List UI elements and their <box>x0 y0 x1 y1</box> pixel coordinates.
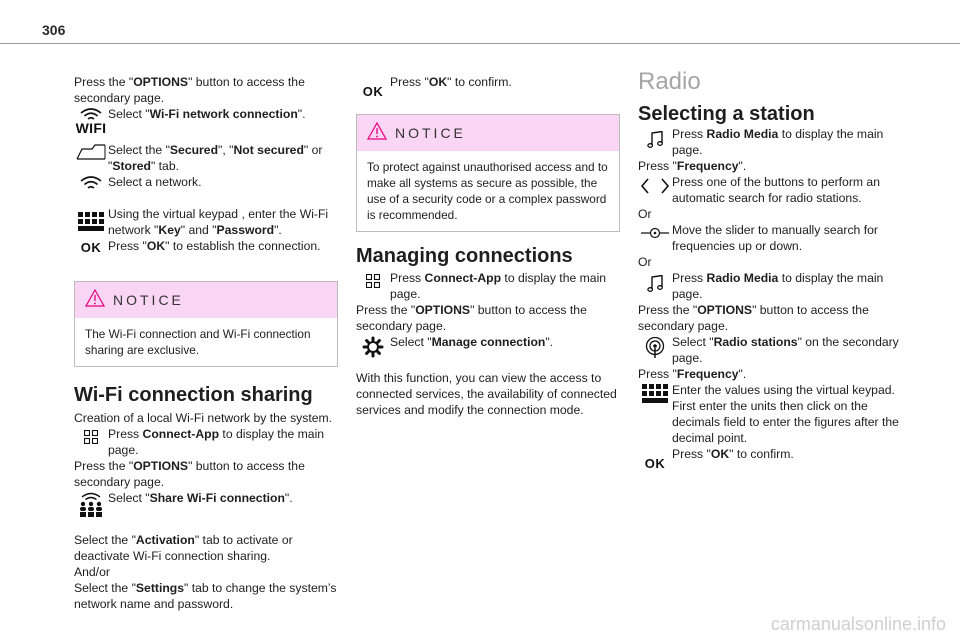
column-2 <box>356 74 620 418</box>
paragraph: And/or <box>74 565 110 579</box>
step-press-ok: OK Press "OK" to confirm. <box>644 447 794 471</box>
ok-icon: OK <box>362 84 384 99</box>
step-auto-search: Press one of the buttons to perform an automatic search for radio stations. <box>638 174 910 206</box>
apps-grid-icon <box>356 270 390 288</box>
notice-text: To protect against unauthorised access and to make all systems as secure as possible, the use of a security code or a complex password is recommended. <box>367 160 608 222</box>
step-slider: Move the slider to manually search for frequencies up or down. <box>638 222 910 254</box>
section-heading: Wi-Fi connection sharing <box>74 384 313 406</box>
page-number: 306 <box>42 22 66 38</box>
chapter-title: Radio <box>638 68 701 95</box>
paragraph: Press "Frequency". <box>638 159 747 173</box>
wifi-icon: WIFI <box>74 106 108 136</box>
music-note-icon <box>638 126 672 149</box>
notice-box <box>74 281 338 367</box>
step-connect-app: Press Connect-App to display the main page. <box>356 270 620 302</box>
step-radio-stations: Select "Radio stations" on the secondary page. <box>638 334 910 366</box>
ok-icon: OK <box>80 240 102 255</box>
notice-text: The Wi-Fi connection and Wi-Fi connection sharing are exclusive. <box>85 327 311 357</box>
radio-station-icon <box>638 334 672 359</box>
notice-title: NOTICE <box>113 292 184 308</box>
paragraph: With this function, you can view the access to connected services, the availability of connected services and modify the connection mode. <box>356 371 617 417</box>
notice-header <box>357 115 619 151</box>
warning-icon <box>367 122 387 144</box>
header-rule <box>0 43 960 44</box>
ok-icon: OK <box>644 456 666 471</box>
step-select-network: Select a network. <box>74 174 338 190</box>
watermark: carmanualsonline.info <box>770 614 946 634</box>
notice-header <box>75 282 337 318</box>
step-wifi-connection: WIFI Select "Wi-Fi network connection". <box>75 107 306 136</box>
step-virtual-keypad: Enter the values using the virtual keypad. First enter the units then click on the decimals field to enter the figures after the decimal point. <box>638 382 910 446</box>
paragraph: Press the "OPTIONS" button to access the secondary page. <box>74 75 305 105</box>
notice-box <box>356 114 620 232</box>
section-heading: Managing connections <box>356 245 573 267</box>
wifi-icon <box>74 174 108 190</box>
column-1 <box>74 74 338 612</box>
step-virtual-keypad: Using the virtual keypad , enter the Wi-Fi network "Key" and "Password". <box>74 206 338 238</box>
step-radio-media: Press Radio Media to display the main page. <box>638 126 910 158</box>
chevron-left-right-icon <box>638 174 672 194</box>
tab-icon <box>74 142 108 160</box>
step-radio-media: Press Radio Media to display the main page. <box>638 270 910 302</box>
notice-title: NOTICE <box>395 125 466 141</box>
paragraph: Or <box>638 255 652 269</box>
warning-icon <box>85 289 105 311</box>
paragraph: Creation of a local Wi-Fi network by the system. <box>74 411 333 425</box>
paragraph: Press "Frequency". <box>638 367 747 381</box>
section-heading: Selecting a station <box>638 103 815 125</box>
gear-icon <box>356 334 390 358</box>
music-note-icon <box>638 270 672 293</box>
keypad-icon <box>74 206 108 232</box>
step-select-tab: Select the "Secured", "Not secured" or "Stored" tab. <box>74 142 338 174</box>
column-3 <box>638 68 910 472</box>
step-press-ok: OK Press "OK" to confirm. <box>362 75 512 99</box>
paragraph: Select the "Settings" tab to change the system’s network name and password. <box>74 581 337 611</box>
step-share-wifi: Select "Share Wi-Fi connection". <box>74 490 338 518</box>
step-press-ok: OK Press "OK" to establish the connection. <box>80 239 321 255</box>
paragraph: Or <box>638 207 652 221</box>
paragraph: Press the "OPTIONS" button to access the secondary page. <box>638 303 869 333</box>
step-manage-connection: Select "Manage connection". <box>356 334 620 358</box>
share-wifi-icon <box>74 490 108 518</box>
paragraph: Press the "OPTIONS" button to access the secondary page. <box>74 459 305 489</box>
slider-icon <box>638 222 672 241</box>
step-connect-app: Press Connect-App to display the main page. <box>74 426 338 458</box>
keypad-icon <box>638 382 672 404</box>
apps-grid-icon <box>74 426 108 444</box>
paragraph: Press the "OPTIONS" button to access the secondary page. <box>356 303 587 333</box>
paragraph: Select the "Activation" tab to activate or deactivate Wi-Fi connection sharing. <box>74 533 293 563</box>
